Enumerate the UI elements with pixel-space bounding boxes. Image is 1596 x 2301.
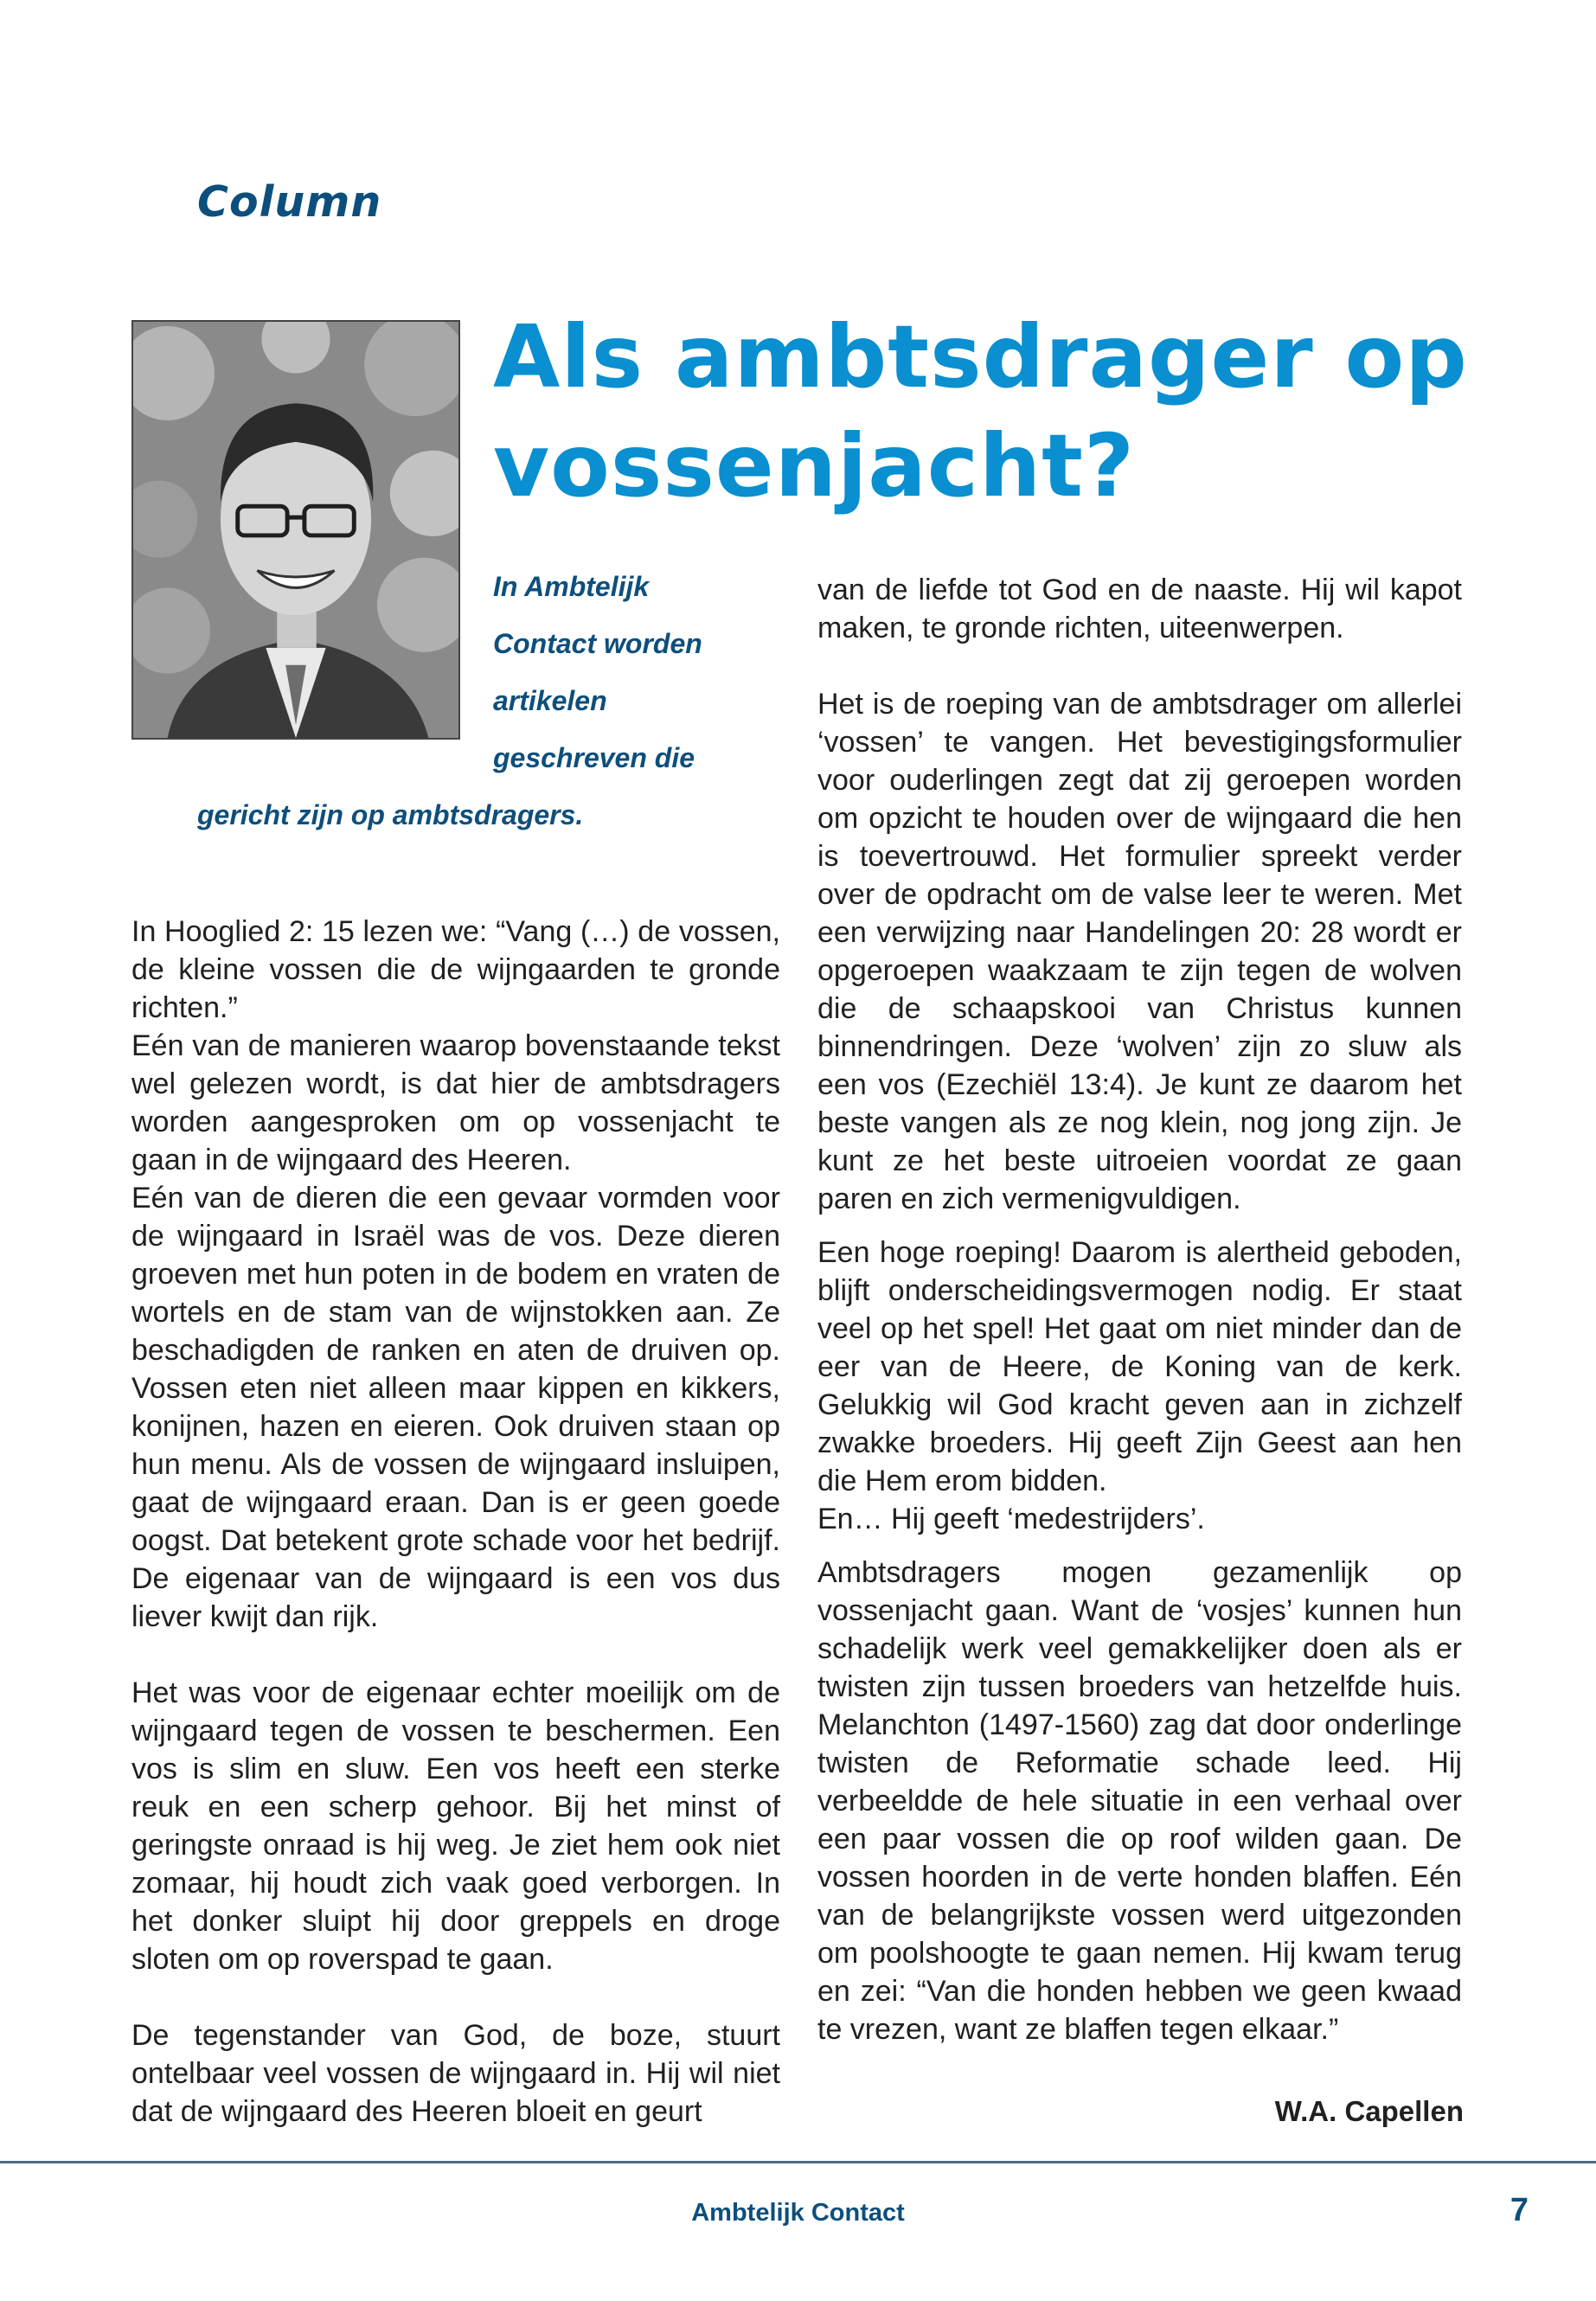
body-paragraph: Een hoge roeping! Daarom is alertheid geboden, blijft onderscheidingsvermogen nodig. Er staat veel op het spel! Het gaat om niet minder dan de eer van de Heere, de Koning van de kerk. Gelukkig wil God kracht geven aan in zichzelf zwakke broeders. Hij geeft Zijn Geest aan hen die Hem erom bidden. <box>817 1236 1462 1497</box>
body-paragraph: Ambtsdragers mogen gezamenlijk op vossenjacht gaan. Want de ‘vosjes’ kunnen hun schadelijk werk veel gemakkelijker doen als er twisten zijn tussen broeders van hetzelfde huis. Melanchton (1497-1560) zag dat door onderlinge twisten de Reformatie schade leed. Hij verbeeldde de hele situatie in een verhaal over een paar vossen die op roof wilden gaan. De vossen hoorden in de verte honden blaffen. Eén van de belangrijkste vossen werd uitgezonden om poolshoogte te gaan nemen. Hij kwam terug en zei: “Van die honden hebben we geen kwaad te vrezen, want ze blaffen tegen elkaar.” <box>817 1556 1462 2046</box>
intro-line: geschreven die <box>493 742 695 773</box>
author-photo <box>131 320 460 740</box>
body-paragraph: van de liefde tot God en de naaste. Hij wil kapot maken, te gronde richten, uiteenwerpen. <box>817 574 1462 644</box>
article-title <box>493 303 1531 521</box>
article-column-left <box>131 913 780 2131</box>
intro-line: Contact worden <box>493 628 702 659</box>
body-paragraph: In Hooglied 2: 15 lezen we: “Vang (…) de vossen, de kleine vossen die de wijngaarden te gronde richten.” <box>131 915 780 1024</box>
body-paragraph: Het was voor de eigenaar echter moeilijk om de wijngaard tegen de vossen te beschermen. Een vos is slim en sluw. Een vos heeft een sterke reuk en een scherp gehoor. Bij het minst of geringste onraad is hij weg. Je ziet hem ook niet zomaar, hij houdt zich vaak goed verborgen. In het donker sluipt hij door greppels en droge sloten om op roverspad te gaan. <box>131 1676 780 1976</box>
page-number: 7 <box>1509 2192 1529 2228</box>
intro-line: In Ambtelijk <box>493 571 650 602</box>
title-line-2: vossenjacht? <box>493 415 1135 516</box>
section-label: Column <box>197 177 382 227</box>
body-paragraph: Het is de roeping van de ambtsdrager om allerlei ‘vossen’ te vangen. Het bevestigingsformulier voor ouderlingen zegt dat zij geroepen worden om opzicht te houden over de wijngaard die hen is toevertrouwd. Het formulier spreekt verder over de opdracht om de valse leer te weren. Met een verwijzing naar Handelingen 20: 28 wordt er opgeroepen waakzaam te zijn tegen de wolven die de schaapskooi van Christus kunnen binnendringen. Deze ‘wolven’ zijn zo sluw als een vos (Ezechiël 13:4). Je kunt ze daarom het beste vangen als ze nog klein, nog jong zijn. Je kunt ze het beste uitroeien voordat ze gaan paren en zich vermenigvuldigen. <box>817 688 1462 1215</box>
footer-publication: Ambtelijk Contact <box>691 2199 905 2227</box>
intro-line: artikelen <box>493 685 607 716</box>
footer-divider <box>0 2161 1596 2163</box>
body-paragraph: De tegenstander van God, de boze, stuurt ontelbaar veel vossen de wijngaard in. Hij wil niet dat de wijngaard des Heeren bloeit en geurt <box>131 2019 780 2128</box>
intro-line: gericht zijn op ambtsdragers. <box>197 799 584 830</box>
body-paragraph: Eén van de dieren die een gevaar vormden voor de wijngaard in Israël was de vos. Deze dieren groeven met hun poten in de bodem en vraten de wortels en de stam van de wijnstokken aan. Ze beschadigden de ranken en aten de druiven op. Vossen eten niet alleen maar kippen en kikkers, konijnen, hazen en eieren. Ook druiven staan op hun menu. Als de vossen de wijngaard insluipen, gaat de wijngaard eraan. Dan is er geen goede oogst. Dat betekent grote schade voor het bedrijf. De eigenaar van de wijngaard is een vos dus liever kwijt dan rijk. <box>131 1182 780 1633</box>
author-portrait-image <box>133 322 458 738</box>
author-name: W.A. Capellen <box>1274 2095 1464 2127</box>
title-line-1: Als ambtsdrager op <box>493 306 1468 407</box>
body-paragraph: En… Hij geeft ‘medestrijders’. <box>817 1503 1205 1535</box>
article-column-right <box>817 571 1462 2048</box>
body-paragraph: Eén van de manieren waarop bovenstaande tekst wel gelezen wordt, is dat hier de ambtsdragers worden aangesproken om op vossenjacht te gaan in de wijngaard des Heeren. <box>131 1029 780 1176</box>
